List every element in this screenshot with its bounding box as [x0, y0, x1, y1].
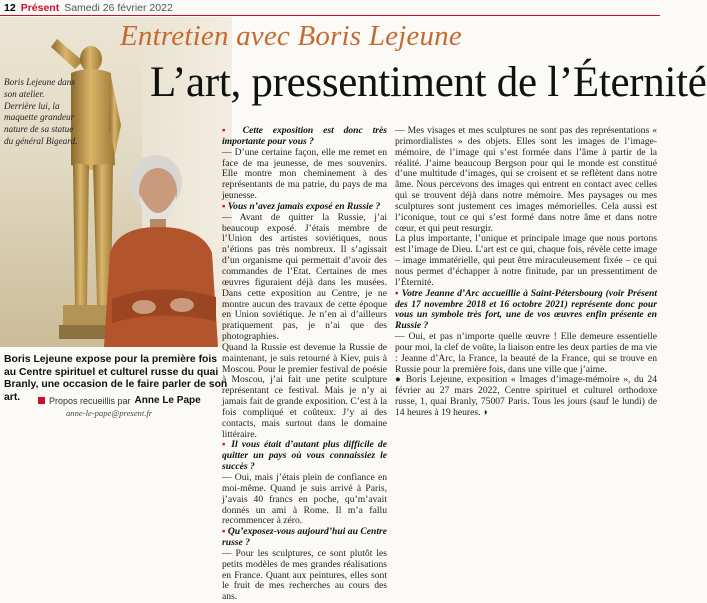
- question: ▪ Vous n’avez jamais exposé en Russie ?: [222, 202, 387, 213]
- article-column-2: [395, 126, 657, 416]
- article-title: L’art, pressentiment de l’Éternité: [150, 59, 707, 106]
- page-folio: [4, 1, 173, 15]
- answer-paragraph: — D’une certaine façon, elle me remet en face de ma jeunesse, de mes souvenirs. Elle montre mon cheminement à des représentants de ma patrie, du pays de ma jeunesse.: [222, 146, 387, 202]
- answer-paragraph: — Avant de quitter la Russie, j’ai beaucoup exposé. J’étais membre de l’Union des artistes soviétiques, nous n’étions pas très nombreux. Il s’agissait d’un organisme qui permettait d’avoir des commandes de l’Etat. Certaines de mes œuvres figuraient déjà dans les musées. Dans cette exposition au Centre, je ne montre aucun des travaux de cette époque en Union soviétique. Je n’en ai d’ailleurs pratiquement pas, je n’ai que des photographies.: [222, 211, 387, 343]
- question: ▪ Qu’exposez-vous aujourd’hui au Centre russe ?: [222, 527, 387, 549]
- page-number: 12: [4, 2, 16, 14]
- photo-caption: Boris Lejeune dans son atelier. Derrière lui, la maquette grandeur nature de sa statue du général Bigeard.: [4, 77, 78, 146]
- answer-paragraph: La plus importante, l’unique et principale image que nous portons est l’image de Dieu. L’art est ce qui, chaque fois, révèle cette image – image immatérielle, qui peut être miraculeusement fixée – ce qui nous permet d’échapper à notre finitude, par un pressentiment de l’Éternité.: [395, 233, 657, 288]
- bullet-square-icon: [38, 397, 45, 404]
- issue-date: Samedi 26 février 2022: [64, 2, 173, 14]
- photo-legend: Boris Lejeune expose pour la première fois au Centre spirituel et culturel russe du quai Branly, une occasion de le faire parler de son art.: [4, 354, 228, 403]
- question: ▪ Votre Jeanne d’Arc accueillie à Saint-Pétersbourg (voir Présent des 17 novembre 2018 et 16 octobre 2021) représente donc pour vous un symbole très fort, une de vos œuvres enfin présente en Russie ?: [395, 289, 657, 332]
- artist-portrait: [104, 149, 224, 347]
- answer-paragraph: Quand la Russie est devenue la Russie de maintenant, je suis retourné à Kiev, puis à Moscou. Pour le premier festival de poésie à Moscou, j’ai fait une petite sculpture représentant ce festival. Mais je n’y ai jamais fait de grande exposition. C’est à la fois compliqué et coûteux. J’y ai des contacts, mais surtout dans le domaine littéraire.: [222, 341, 387, 440]
- exhibition-info: ● Boris Lejeune, exposition « Images d’image-mémoire », du 24 février au 27 mars 2022, Centre spirituel et culturel orthodoxe russe, 1, quai Branly, 75007 Paris. Tous les jours (sauf le lundi) de 14 heures à 19 heures. ◗: [395, 374, 657, 418]
- publication-name: Présent: [20, 2, 60, 14]
- question: ▪ Cette exposition est donc très importante pour vous ?: [222, 126, 387, 148]
- author-name: Anne Le Pape: [134, 395, 201, 406]
- question: ▪ Il vous était d’autant plus difficile de quitter un pays où vous connaissiez le succès ?: [222, 440, 387, 473]
- article-column-1: [222, 125, 387, 603]
- author-email: anne-le-pape@present.fr: [66, 408, 153, 418]
- interview-kicker: Entretien avec Boris Lejeune: [120, 20, 462, 52]
- answer-paragraph: — Pour les sculptures, ce sont plutôt les petits modèles de mes grandes réalisations en France. Quant aux peintures, elles sont le fruit de mes recherches au cours des ans.: [222, 547, 387, 603]
- answer-paragraph: — Oui, mais j’étais plein de confiance en moi-même. Quand je suis arrivé à Paris, j’avais 40 francs en poche, qu’m’avait donnés un ami à Rome. Il m’a fallu recommencer à zéro.: [222, 472, 387, 527]
- author-credit: [38, 395, 201, 406]
- answer-paragraph: — Oui, et pas n’importe quelle œuvre ! Elle demeure essentielle pour moi, la clef de voûte, la liaison entre les deux parties de ma vie : Jeanne d’Arc, la France, la beauté de la France, qui se trouve en Russie pour la première fois, dans une ville que j’aime.: [395, 331, 657, 375]
- header-rule: [0, 15, 660, 16]
- credit-label: Propos recueillis par: [49, 395, 131, 406]
- answer-paragraph: — Mes visages et mes sculptures ne sont pas des représentations « primordialistes » des objets. Elles sont les images de l’image-mémoire, de l’image qui s’est formée dans l’âme à partir de la réalité. J’aime beaucoup Bergson pour qui le monde est constitué d’une multitude d’images, qui se croisent et se reflètent dans notre âme. Nous percevons des images qui entrent en contact avec celles qui se trouvent déjà dans notre mémoire. Mes paysages ou mes sculptures sont justement ces images mémorielles. Cela aussi est l’iconique, tout ce qui s’est formé dans notre âme et dans notre cœur, et qui peut resurgir.: [395, 125, 657, 234]
